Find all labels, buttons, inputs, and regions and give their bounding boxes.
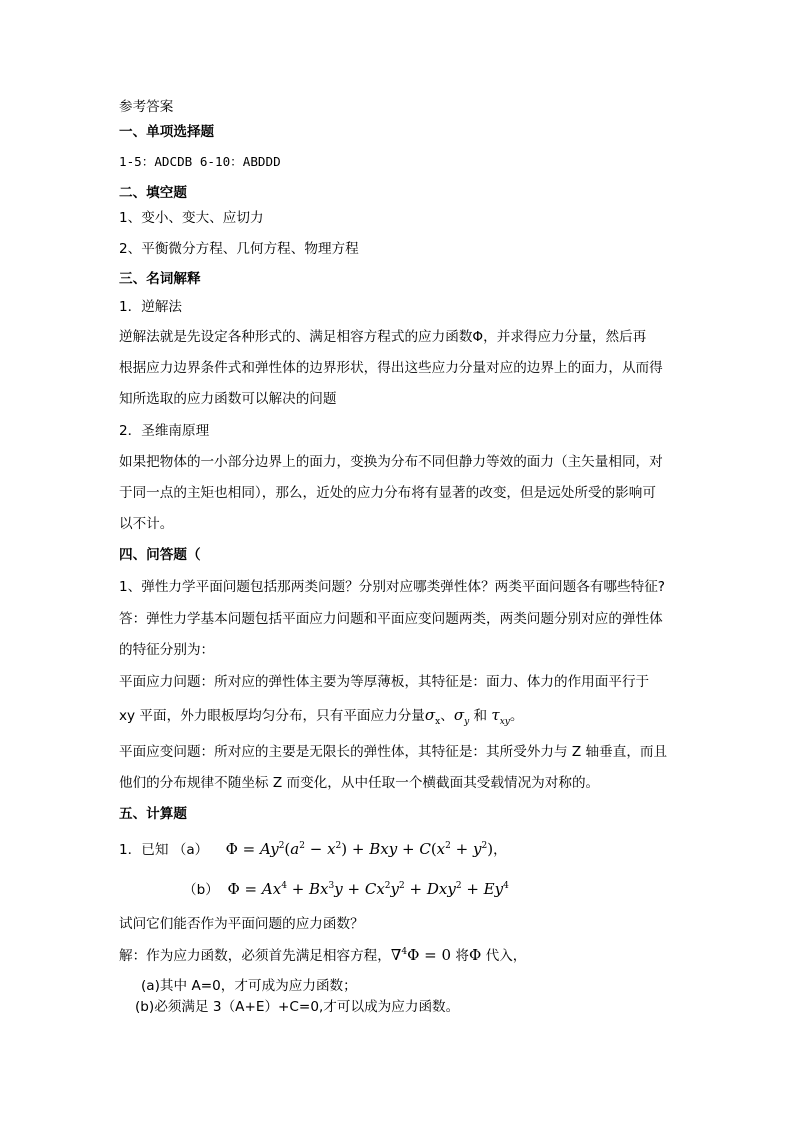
choice-answers: 1-5：ADCDB 6-10：ABDDD [119,154,281,169]
question-text: 试问它们能否作为平面问题的应力函数？ [119,916,364,932]
compatibility-equation: ∇$^4$Φ = 0 [390,946,452,964]
result-b: (b)必须满足 3（A+E）+C=0,才可以成为应力函数。 [135,999,460,1015]
question-1: 1、弹性力学平面问题包括那两类问题？分别对应哪类弹性体？两类平面问题各有哪些特征? [119,579,666,595]
equation-a: $\Phi = Ay^2(a^2 - x^2)$ + Bxy + $C(x^2 + y^2)$ [225,840,494,858]
equation-a-tail: ， [493,842,507,858]
equation-b: $\Phi = Ax^4 + Bx^3y + Cx^2y^2 + Dxy^2 + Ey^4$ [227,880,509,898]
plane-stress-line-1: 平面应力问题：所对应的弹性体主要为等厚薄板，其特征是：面力、体力的作用面平行于 [119,674,650,690]
given-label: 1．已知 （a） [119,842,209,858]
term-2-definition-line-1: 如果把物体的一小部分边界上的面力，变换为分布不同但静力等效的面力（主矢量相同，对 [119,454,663,470]
term-2-definition-line-2: 于同一点的主矩也相同），那么，近处的应力分布将有显著的改变，但是远处所受的影响可 [119,485,656,501]
period: 。 [509,708,524,724]
term-2-definition-line-3: 以不计。 [119,516,174,532]
term-2-title: 2．圣维南原理 [119,423,210,439]
plane-stress-text: xy 平面，外力眼板厚均匀分布，只有平面应力分量 [119,708,425,724]
term-1-definition-line-1: 逆解法就是先设定各种形式的、满足相容方程式的应力函数Φ，并求得应力分量，然后再 [119,329,647,345]
separator: 、 [440,708,454,724]
sigma-y-symbol: $\sigma_y$ [453,706,470,727]
answer-1-line-1: 答：弹性力学基本问题包括平面应力问题和平面应变问题两类，两类问题分别对应的弹性体 [119,611,663,627]
label-b: （b） [183,882,219,898]
plane-strain-line-2: 他们的分布规律不随坐标 Z 而变化，从中任取一个横截面其受载情况为对称的。 [119,775,600,791]
term-1-definition-line-3: 知所选取的应力函数可以解决的问题 [119,391,337,407]
solution-mid: 将 [451,948,469,964]
section-1-heading: 一、单项选择题 [119,124,215,140]
answer-1-line-2: 的特征分别为： [119,642,215,658]
plane-strain-line-1: 平面应变问题：所对应的主要是无限长的弹性体，其特征是：其所受外力与 Z 轴垂直，而且 [119,744,668,760]
given-line-b [183,880,509,899]
section-2-heading: 二、填空题 [119,185,187,201]
phi-symbol: Φ [468,946,482,964]
term-1-title: 1．逆解法 [119,299,183,315]
plane-stress-line-2 [119,706,523,725]
and-text: 和 [469,708,492,724]
section-4-heading: 四、问答题（ [119,547,201,563]
section-5-heading: 五、计算题 [119,806,187,822]
solution-suffix: 代入， [481,948,527,964]
term-1-definition-line-2: 根据应力边界条件式和弹性体的边界形状，得出这些应力分量对应的边界上的面力，从而得 [119,360,663,376]
document-title: 参考答案 [119,99,174,115]
given-line-a [119,840,507,859]
solution-line [119,946,526,965]
tau-xy-symbol: $\tau_{xy}$ [491,706,510,727]
section-3-heading: 三、名词解释 [119,271,201,287]
solution-prefix: 解：作为应力函数，必须首先满足相容方程， [119,948,391,964]
result-a: (a)其中 A=0，才可成为应力函数； [141,978,357,994]
fill-answer-1: 1、变小、变大、应切力 [119,210,264,226]
sigma-x-symbol: $\sigma_x$ [424,706,441,727]
fill-answer-2: 2、平衡微分方程、几何方程、物理方程 [119,241,359,257]
